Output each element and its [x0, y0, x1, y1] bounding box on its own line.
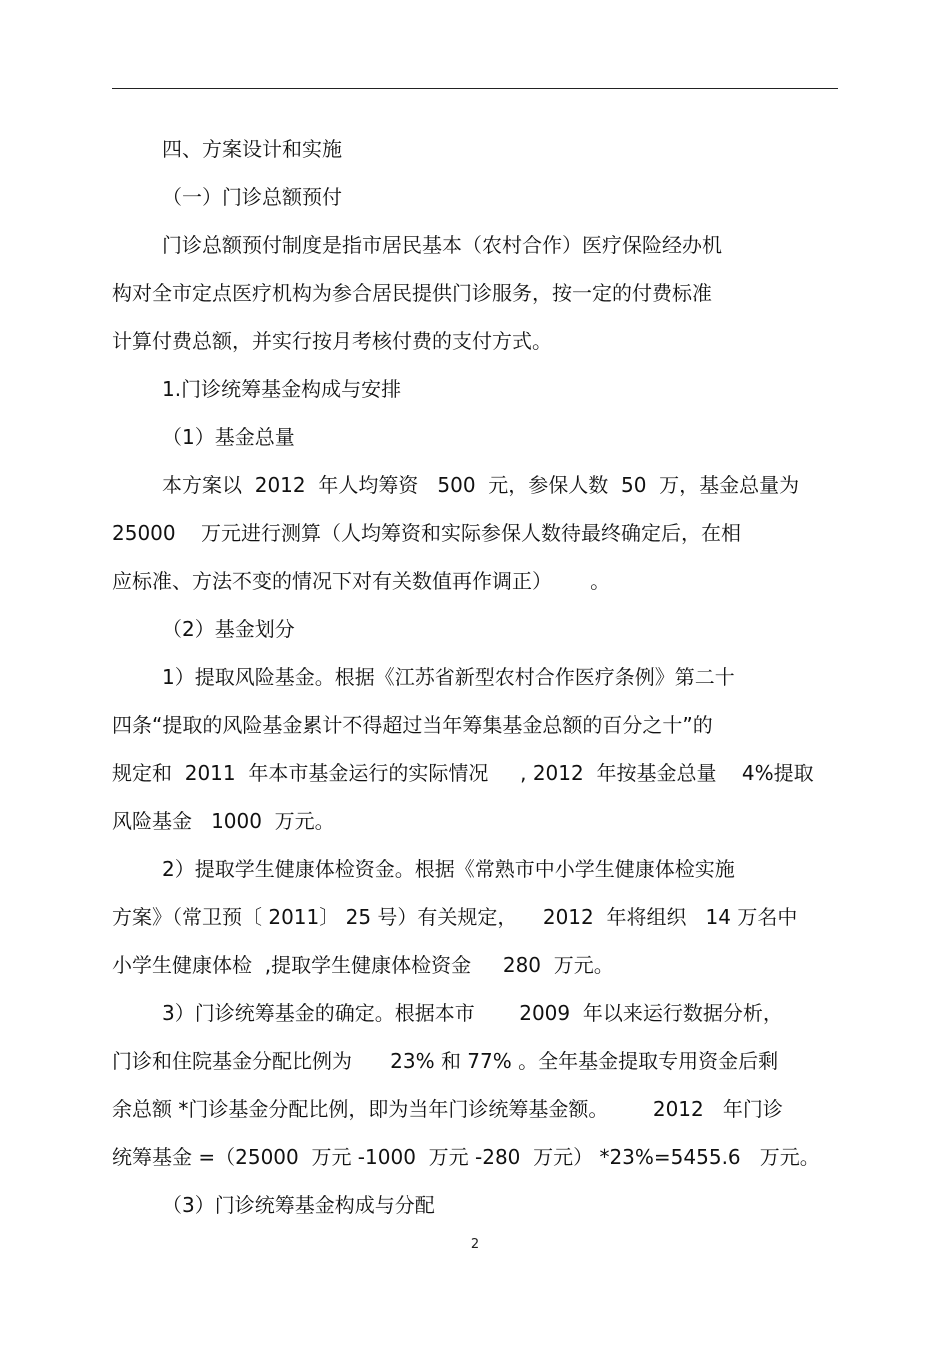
paragraph-line: 3）门诊统筹基金的确定。根据本市 2009 年以来运行数据分析， [162, 1001, 783, 1025]
section-heading: 四、方案设计和实施 [162, 137, 342, 161]
paragraph-line: 小学生健康体检 ,提取学生健康体检资金 280 万元。 [112, 953, 614, 977]
paragraph-line: 门诊和住院基金分配比例为 23% 和 77% 。全年基金提取专用资金后剩 [112, 1049, 779, 1073]
paragraph-line: 规定和 2011 年本市基金运行的实际情况 , 2012 年按基金总量 4%提取 [112, 761, 814, 785]
paragraph-line: 25000 万元进行测算（人均筹资和实际参保人数待最终确定后，在相 [112, 521, 742, 545]
page-number: 2 [470, 1237, 480, 1252]
paragraph-line: 1）提取风险基金。根据《江苏省新型农村合作医疗条例》第二十 [162, 665, 735, 689]
item-heading: （2）基金划分 [162, 617, 295, 641]
paragraph-line: 构对全市定点医疗机构为参合居民提供门诊服务，按一定的付费标准 [112, 281, 712, 305]
paragraph-line: 四条“提取的风险基金累计不得超过当年筹集基金总额的百分之十”的 [112, 713, 713, 737]
paragraph-line: 2）提取学生健康体检资金。根据《常熟市中小学生健康体检实施 [162, 857, 735, 881]
paragraph-line: 应标准、方法不变的情况下对有关数值再作调正） 。 [112, 569, 611, 593]
paragraph-line: 本方案以 2012 年人均筹资 500 元，参保人数 50 万，基金总量为 [162, 473, 800, 497]
paragraph-line: 门诊总额预付制度是指市居民基本（农村合作）医疗保险经办机 [162, 233, 722, 257]
paragraph-line: 方案》（常卫预〔 2011〕 25 号）有关规定， 2012 年将组织 14 万名中 [112, 905, 798, 929]
paragraph-line: 余总额 *门诊基金分配比例，即为当年门诊统筹基金额。 2012 年门诊 [112, 1097, 783, 1121]
item-heading: （1）基金总量 [162, 425, 295, 449]
subsection-heading: （一）门诊总额预付 [162, 185, 342, 209]
paragraph-line: 统筹基金 =（25000 万元 -1000 万元 -280 万元） *23%=5455.6 万元。 [112, 1145, 820, 1169]
paragraph-line: 计算付费总额，并实行按月考核付费的支付方式。 [112, 329, 552, 353]
item-heading: 1.门诊统筹基金构成与安排 [162, 377, 402, 401]
header-rule [112, 88, 838, 89]
item-heading: （3）门诊统筹基金构成与分配 [162, 1193, 435, 1217]
paragraph-line: 风险基金 1000 万元。 [112, 809, 335, 833]
